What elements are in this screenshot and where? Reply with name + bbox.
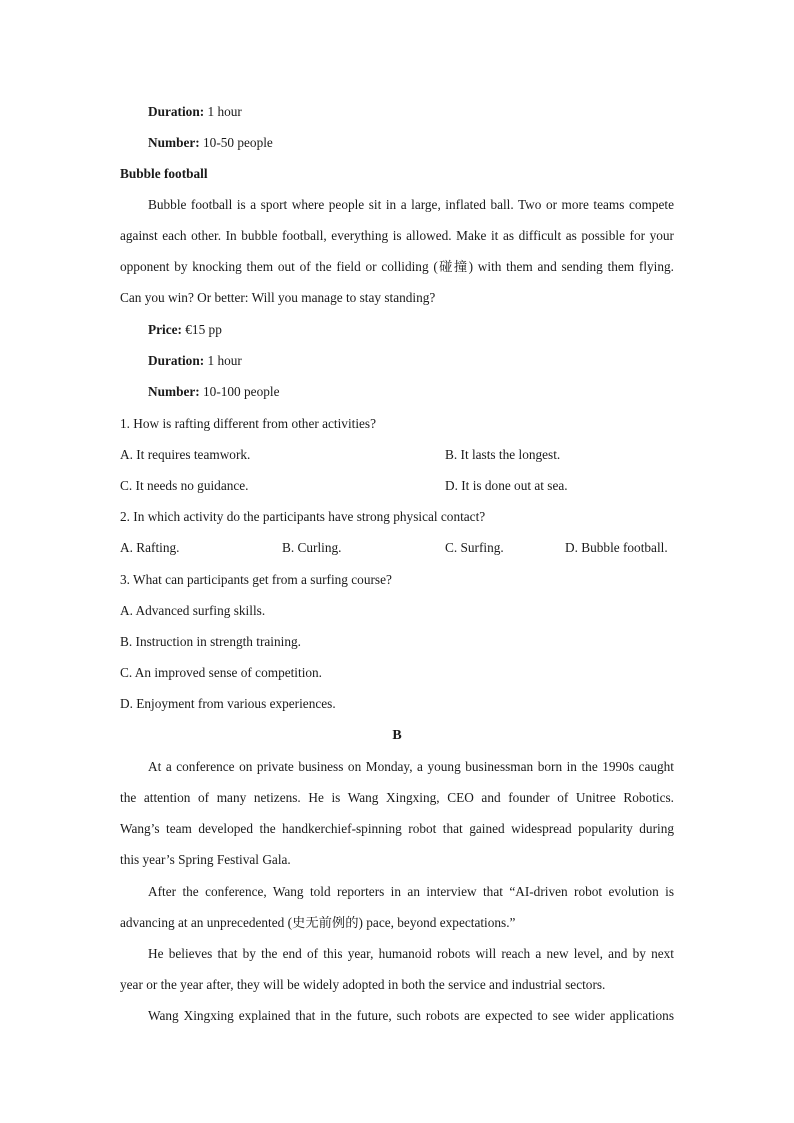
value: 1 hour	[207, 353, 242, 368]
surfing-duration	[148, 102, 674, 122]
question-2: 2. In which activity do the participants have strong physical contact?	[120, 509, 486, 524]
q1-option-a: A. It requires teamwork.	[120, 447, 251, 462]
value: 10-100 people	[203, 384, 280, 399]
b-paragraph-line: year or the year after, they will be widely adopted in both the service and industrial sectors.	[120, 977, 606, 992]
bubble-number	[148, 382, 674, 402]
label: Duration:	[148, 353, 205, 368]
value: €15 pp	[185, 322, 222, 337]
b-paragraph-line: He believes that by the end of this year, humanoid robots will reach a new level, and by next	[148, 946, 674, 961]
q1-option-c: C. It needs no guidance.	[120, 478, 249, 493]
q3-option-b: B. Instruction in strength training.	[120, 634, 301, 649]
q1-option-d: D. It is done out at sea.	[445, 478, 568, 493]
b-paragraph-line: advancing at an unprecedented (史无前例的) pace, beyond expectations.”	[120, 915, 516, 930]
b-paragraph-line: Wang’s team developed the handkerchief-spinning robot that gained widespread popularity during	[120, 821, 674, 836]
q3-option-d: D. Enjoyment from various experiences.	[120, 696, 336, 711]
value: 10-50 people	[203, 135, 273, 150]
bubble-paragraph-line: opponent by knocking them out of the field or colliding (碰撞) with them and sending them flying.	[120, 259, 674, 274]
label: Number:	[148, 384, 200, 399]
b-paragraph-line: Wang Xingxing explained that in the future, such robots are expected to see wider applications	[148, 1008, 674, 1023]
b-paragraph-line: After the conference, Wang told reporters in an interview that “AI-driven robot evolution is	[148, 884, 674, 899]
bubble-football-heading: Bubble football	[120, 166, 208, 181]
question-1: 1. How is rafting different from other activities?	[120, 416, 377, 431]
section-b-heading: B	[392, 728, 402, 743]
q2-option-a: A. Rafting.	[120, 540, 180, 555]
b-paragraph-line: the attention of many netizens. He is Wang Xingxing, CEO and founder of Unitree Robotics.	[120, 790, 674, 805]
bubble-duration	[148, 351, 674, 371]
q2-option-b: B. Curling.	[282, 540, 342, 555]
q2-option-c: C. Surfing.	[445, 540, 504, 555]
bubble-price	[148, 320, 674, 340]
label: Duration:	[148, 104, 205, 119]
q2-option-d: D. Bubble football.	[565, 540, 668, 555]
label: Price:	[148, 322, 182, 337]
q3-option-a: A. Advanced surfing skills.	[120, 603, 266, 618]
bubble-paragraph-line: Bubble football is a sport where people sit in a large, inflated ball. Two or more teams compete	[148, 197, 674, 212]
bubble-paragraph-line: Can you win? Or better: Will you manage to stay standing?	[120, 290, 436, 305]
question-3: 3. What can participants get from a surfing course?	[120, 572, 392, 587]
surfing-number	[148, 133, 674, 153]
bubble-paragraph-line: against each other. In bubble football, everything is allowed. Make it as difficult as possible for your	[120, 228, 674, 243]
b-paragraph-line: this year’s Spring Festival Gala.	[120, 852, 291, 867]
value: 1 hour	[207, 104, 242, 119]
b-paragraph-line: At a conference on private business on Monday, a young businessman born in the 1990s caught	[148, 759, 674, 774]
label: Number:	[148, 135, 200, 150]
q3-option-c: C. An improved sense of competition.	[120, 665, 323, 680]
q1-option-b: B. It lasts the longest.	[445, 447, 561, 462]
